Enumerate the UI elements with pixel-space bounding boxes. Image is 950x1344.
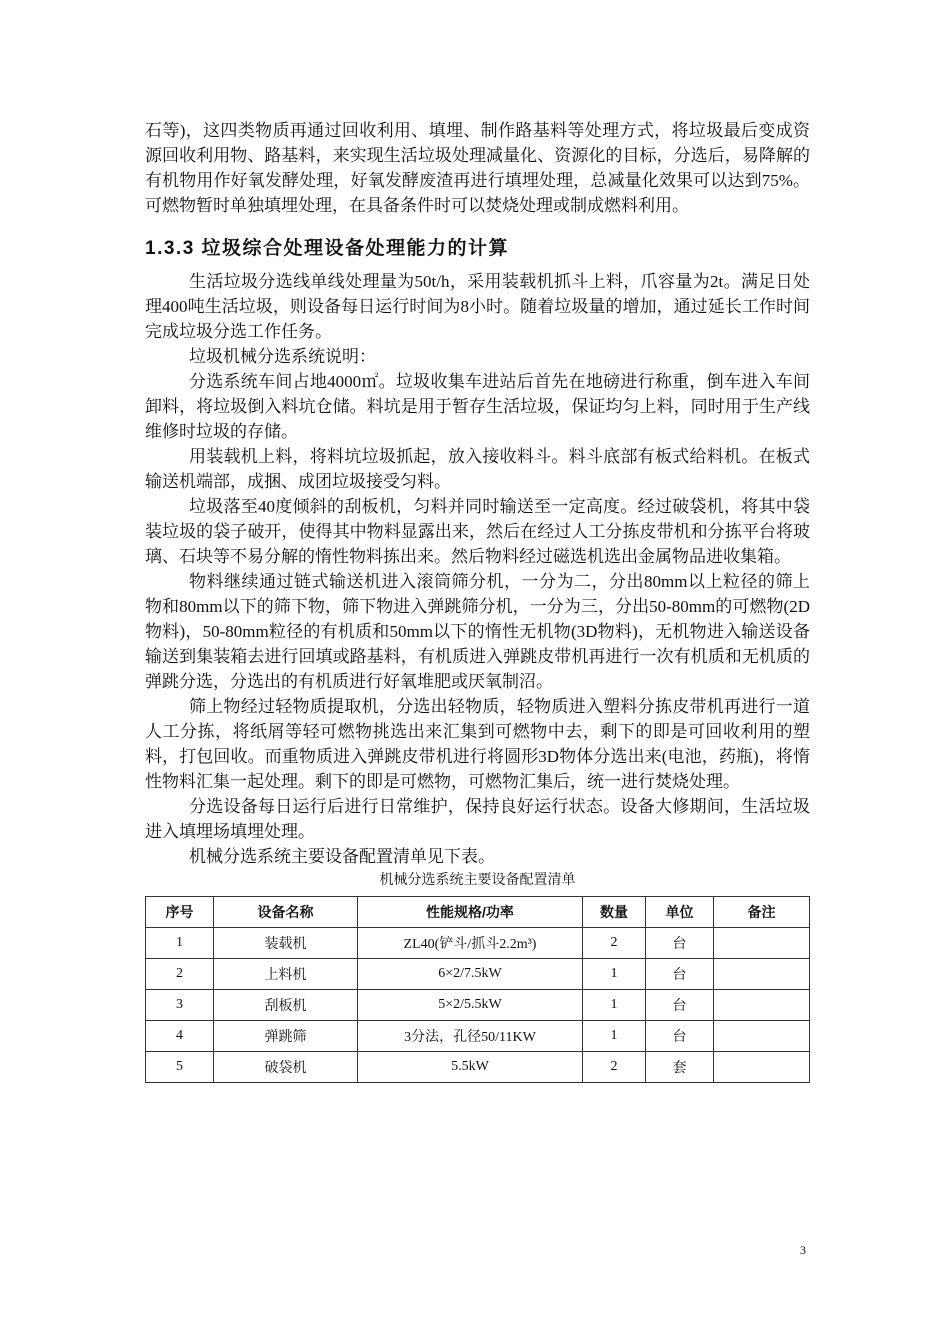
cell-quantity: 1 — [583, 959, 646, 990]
paragraph-table-intro: 机械分选系统主要设备配置清单见下表。 — [189, 847, 495, 866]
cell-unit: 台 — [646, 1021, 714, 1052]
cell-quantity: 2 — [583, 928, 646, 959]
header-unit: 单位 — [646, 897, 714, 928]
cell-index: 5 — [146, 1052, 214, 1083]
paragraph-screening: 物料继续通过链式输送机进入滚筒筛分机，一分为二，分出80mm以上粒径的筛上物和80mm以下的筛下物，筛下物进入弹跳筛分机，一分为三，分出50-80mm的可燃物(2D物料)，50-80mm粒径的有机质和50mm以下的惰性无机物(3D物料)，无机物进入输送设备输送到集装箱去进行回填或路基料，有机质进入弹跳皮带机再进行一次有机质和无机质的弹跳分选，分选出的有机质进行好氧堆肥或厌氧制沼。 — [145, 572, 810, 691]
table-header-row — [146, 897, 810, 928]
header-index: 序号 — [146, 897, 214, 928]
header-spec: 性能规格/功率 — [358, 897, 583, 928]
cell-spec: 3分法，孔径50/11KW — [358, 1021, 583, 1052]
cell-remarks — [714, 1021, 810, 1052]
cell-remarks — [714, 1052, 810, 1083]
cell-spec: ZL40(铲斗/抓斗2.2m³) — [358, 928, 583, 959]
table-row — [146, 1052, 810, 1083]
cell-equipment-name: 弹跳筛 — [214, 1021, 358, 1052]
paragraph-scraper: 垃圾落至40度倾斜的刮板机，匀料并同时输送至一定高度。经过破袋机，将其中袋装垃圾的袋子破开，使得其中物料显露出来，然后在经过人工分拣皮带机和分拣平台将玻璃、石块等不易分解的惰性物料拣出来。然后物料经过磁选机选出金属物品进收集箱。 — [145, 497, 810, 566]
cell-equipment-name: 破袋机 — [214, 1052, 358, 1083]
cell-index: 4 — [146, 1021, 214, 1052]
cell-equipment-name: 装载机 — [214, 928, 358, 959]
header-equipment-name: 设备名称 — [214, 897, 358, 928]
paragraph-capacity: 生活垃圾分选线单线处理量为50t/h，采用装载机抓斗上料，爪容量为2t。满足日处理400吨生活垃圾，则设备每日运行时间为8小时。随着垃圾量的增加，通过延长工作时间完成垃圾分选工作任务。 — [145, 272, 810, 341]
table-row — [146, 1021, 810, 1052]
section-heading: 1.3.3 垃圾综合处理设备处理能力的计算 — [145, 238, 510, 259]
cell-unit: 台 — [646, 959, 714, 990]
paragraph-oversize: 筛上物经过轻物质提取机，分选出轻物质，轻物质进入塑料分拣皮带机再进行一道人工分拣，将纸屑等轻可燃物挑选出来汇集到可燃物中去，剩下的即是可回收利用的塑料，打包回收。而重物质进入弹跳皮带机进行将圆形3D物体分选出来(电池，药瓶)，将惰性物料汇集一起处理。剩下的即是可燃物，可燃物汇集后，统一进行焚烧处理。 — [145, 697, 810, 791]
cell-quantity: 1 — [583, 1021, 646, 1052]
table-row — [146, 959, 810, 990]
cell-equipment-name: 上料机 — [214, 959, 358, 990]
cell-spec: 5.5kW — [358, 1052, 583, 1083]
page-number: 3 — [800, 1243, 806, 1257]
cell-equipment-name: 刮板机 — [214, 990, 358, 1021]
header-quantity: 数量 — [583, 897, 646, 928]
table-row — [146, 928, 810, 959]
cell-unit: 套 — [646, 1052, 714, 1083]
cell-quantity: 1 — [583, 990, 646, 1021]
equipment-table — [145, 896, 810, 1083]
cell-spec: 6×2/7.5kW — [358, 959, 583, 990]
header-remarks: 备注 — [714, 897, 810, 928]
cell-unit: 台 — [646, 990, 714, 1021]
paragraph-maintenance: 分选设备每日运行后进行日常维护，保持良好运行状态。设备大修期间，生活垃圾进入填埋场填埋处理。 — [145, 797, 810, 841]
paragraph-workshop: 分选系统车间占地4000㎡。垃圾收集车进站后首先在地磅进行称重，倒车进入车间卸料，将垃圾倒入料坑仓储。料坑是用于暂存生活垃圾，保证均匀上料，同时用于生产线维修时垃圾的存储。 — [145, 372, 810, 441]
cell-remarks — [714, 928, 810, 959]
table-caption: 机械分选系统主要设备配置清单 — [379, 873, 576, 888]
intro-paragraph: 石等)，这四类物质再通过回收利用、填埋、制作路基料等处理方式，将垃圾最后变成资源回收利用物、路基料，来实现生活垃圾处理减量化、资源化的目标，分选后，易降解的有机物用作好氧发酵处理，好氧发酵废渣再进行填埋处理，总减量化效果可以达到75%。可燃物暂时单独填埋处理，在具备条件时可以焚烧处理或制成燃料利用。 — [145, 121, 810, 215]
paragraph-loading: 用装载机上料，将料坑垃圾抓起，放入接收料斗。料斗底部有板式给料机。在板式输送机端部，成捆、成团垃圾接受匀料。 — [145, 447, 810, 491]
cell-index: 2 — [146, 959, 214, 990]
paragraph-system-title: 垃圾机械分选系统说明： — [189, 347, 376, 366]
cell-unit: 台 — [646, 928, 714, 959]
table-row — [146, 990, 810, 1021]
cell-remarks — [714, 990, 810, 1021]
cell-spec: 5×2/5.5kW — [358, 990, 583, 1021]
cell-remarks — [714, 959, 810, 990]
cell-index: 3 — [146, 990, 214, 1021]
document-page — [145, 118, 810, 1083]
cell-quantity: 2 — [583, 1052, 646, 1083]
cell-index: 1 — [146, 928, 214, 959]
